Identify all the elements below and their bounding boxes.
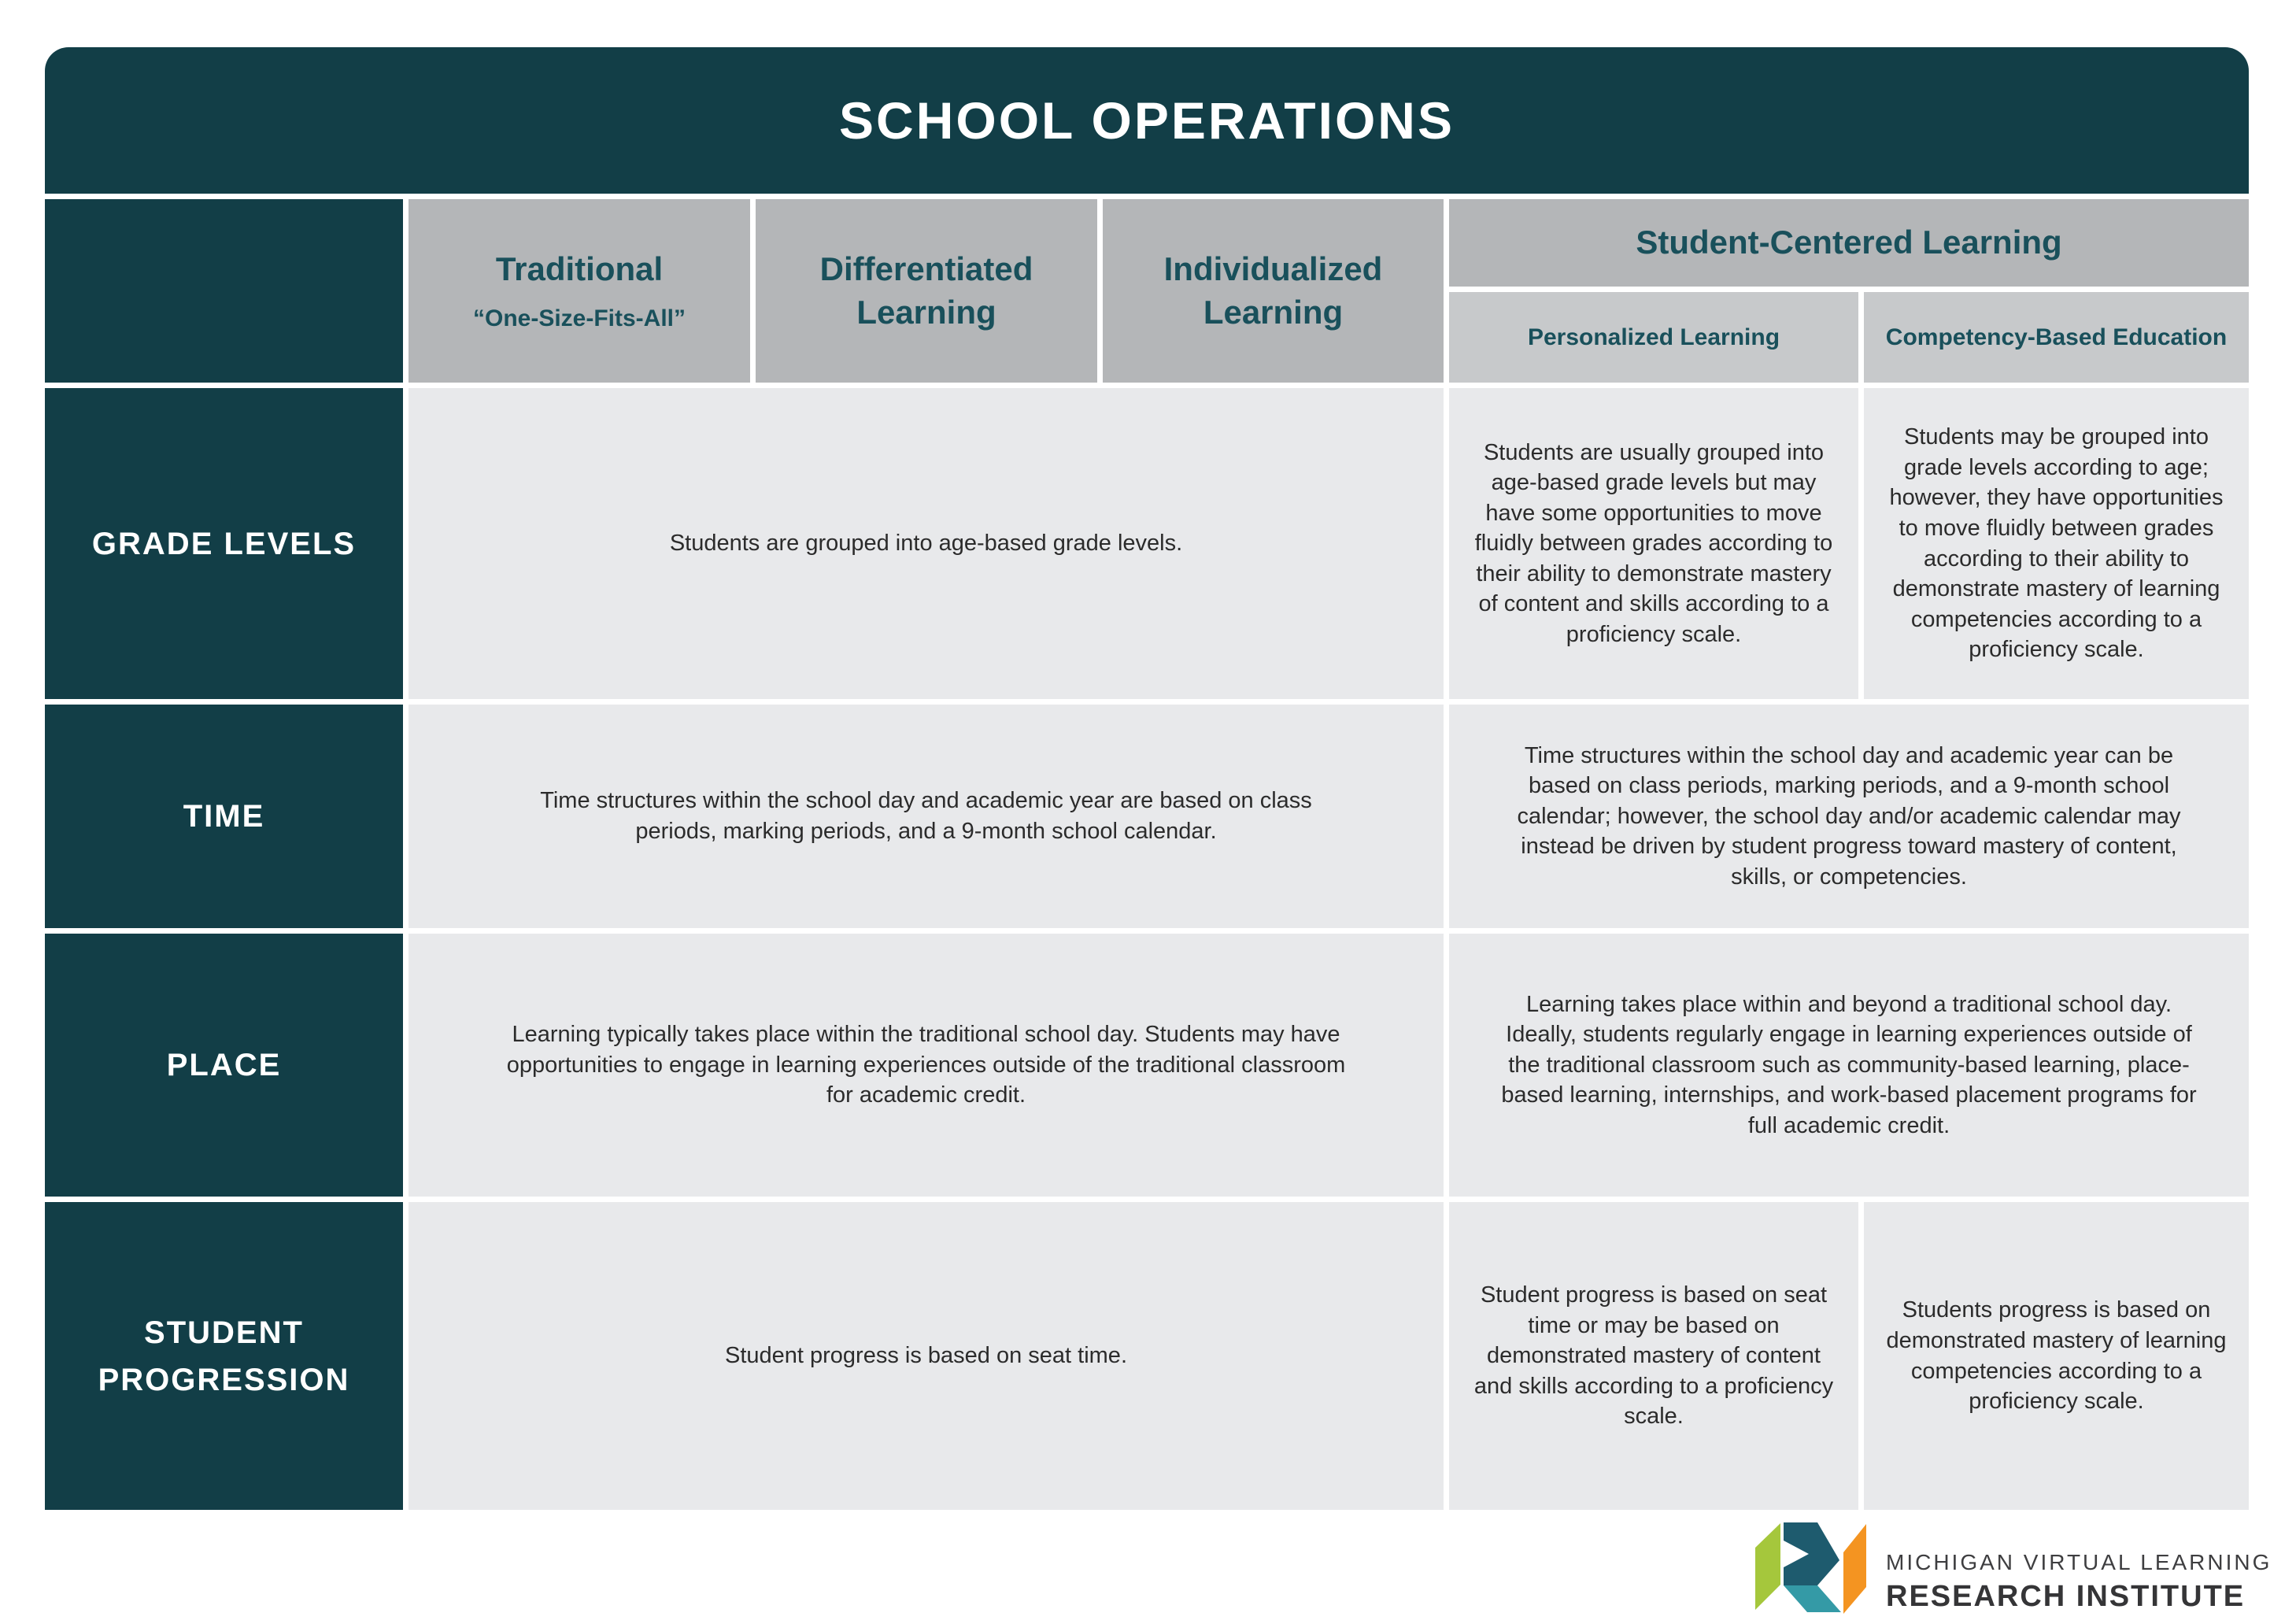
row-label-place [45, 934, 403, 1197]
student-progression-label-text: STUDENT PROGRESSION [98, 1315, 350, 1397]
school-operations-table [45, 47, 2249, 1510]
student-centered-label: Student-Centered Learning [1636, 224, 2062, 261]
column-header-student-centered [1449, 199, 2249, 287]
grade-levels-traditional-text: Students are grouped into age-based grade levels. [669, 531, 1183, 557]
title-bar [45, 47, 2249, 194]
column-subheader-personalized [1449, 292, 1858, 383]
logo-wordmark [1886, 1522, 2272, 1614]
time-traditional-cell [409, 705, 1444, 928]
progression-personalized-text: Student progress is based on seat time or may be based on demonstrated mastery of content and skills according to a proficiency scale. [1473, 1282, 1834, 1430]
logo-orange-ribbon-icon [1843, 1524, 1866, 1614]
grade-levels-competency-cell [1864, 388, 2249, 699]
progression-competency-cell [1864, 1202, 2249, 1510]
column-header-individualized [1103, 199, 1444, 383]
traditional-label: Traditional [495, 250, 664, 287]
page-title: SCHOOL OPERATIONS [839, 91, 1455, 150]
individualized-label: Individualized Learning [1163, 250, 1383, 331]
row-label-grade-levels [45, 388, 403, 699]
progression-traditional-cell [409, 1202, 1444, 1510]
column-subheader-competency [1864, 292, 2249, 383]
place-traditional-cell [409, 934, 1444, 1197]
traditional-sublabel: “One-Size-Fits-All” [472, 305, 686, 332]
place-traditional-text: Learning typically takes place within the traditional school day. Students may have opportunities to engage in learning experiences outside of the traditional classroom for academic credit. [506, 1022, 1346, 1108]
column-header-traditional [409, 199, 750, 383]
row-label-time [45, 705, 403, 928]
grade-levels-competency-text: Students may be grouped into grade levels according to age; however, they have opportunities to move fluidly between grades according to their ability to demonstrate mastery of learning competencies according to a proficiency scale. [1889, 424, 2224, 663]
grade-levels-personalized-cell [1449, 388, 1858, 699]
mvlri-logo-icon [1754, 1522, 1867, 1614]
place-student-centered-text: Learning takes place within and beyond a traditional school day. Ideally, students regularly engage in learning experiences outside of the traditional classroom such as community-based learning, place-based learning, internships, and work-based placement programs for full academic credit. [1501, 991, 2197, 1138]
logo-dark-teal-chevron-icon [1784, 1522, 1839, 1585]
grade-levels-personalized-text: Students are usually grouped into age-based grade levels but may have some opportunities to move fluidly between grades according to their ability to demonstrate mastery of content and skills according to a proficiency scale. [1474, 439, 1833, 647]
logo-line1: MICHIGAN VIRTUAL LEARNING [1886, 1550, 2272, 1574]
logo-line2: RESEARCH INSTITUTE [1886, 1580, 2246, 1613]
corner-spacer-cell [45, 199, 403, 383]
time-student-centered-cell [1449, 705, 2249, 928]
column-header-differentiated [756, 199, 1097, 383]
logo-teal-ribbon-icon [1784, 1585, 1841, 1612]
differentiated-label: Differentiated Learning [819, 250, 1033, 331]
logo-lime-ribbon-icon [1755, 1523, 1780, 1610]
row-label-student-progression [45, 1202, 403, 1510]
place-student-centered-cell [1449, 934, 2249, 1197]
mvlri-logo [1754, 1522, 2272, 1614]
place-label-text: PLACE [166, 1048, 282, 1082]
progression-traditional-text: Student progress is based on seat time. [724, 1343, 1127, 1369]
grade-levels-label-text: GRADE LEVELS [91, 526, 357, 561]
time-traditional-text: Time structures within the school day and academic year are based on class periods, marking periods, and a 9-month school calendar. [540, 788, 1312, 844]
time-label-text: TIME [183, 799, 265, 834]
progression-personalized-cell [1449, 1202, 1858, 1510]
personalized-label: Personalized Learning [1527, 324, 1780, 350]
grade-levels-traditional-cell [409, 388, 1444, 699]
time-student-centered-text: Time structures within the school day and academic year can be based on class periods, marking periods, and a 9-month school calendar; however, the school day and/or academic calendar may instead be driven by student progress toward mastery of content, skills, or competencies. [1517, 742, 2181, 890]
progression-competency-text: Students progress is based on demonstrated mastery of learning competencies according to a proficiency scale. [1886, 1297, 2227, 1415]
competency-label: Competency-Based Education [1885, 324, 2228, 350]
